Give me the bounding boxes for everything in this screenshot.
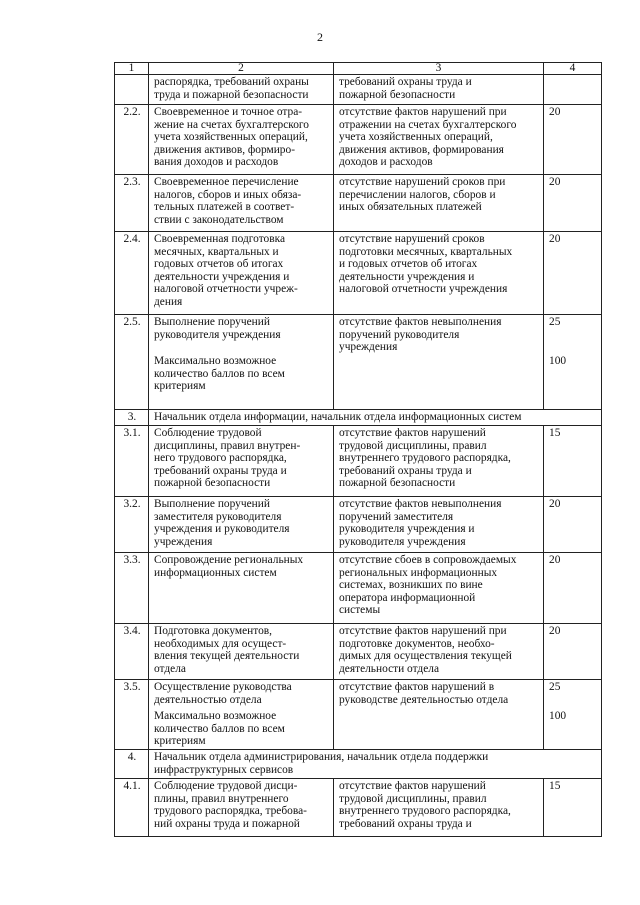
criterion-line: учета хозяйственных операций, — [154, 131, 308, 144]
item-number-text: 3.1. — [123, 427, 141, 439]
criterion-line: дисциплины, правил внутрен- — [154, 439, 301, 452]
section-title-line: Начальник отдела администрирования, начальник отдела поддержки — [154, 750, 489, 763]
criterion-cell — [149, 624, 334, 680]
indicator-line: трудовой дисциплины, правил — [339, 792, 487, 805]
item-number — [115, 553, 149, 624]
criterion-line: необходимых для осущест- — [154, 637, 287, 650]
points-value: 15 — [549, 779, 561, 792]
indicator-line: региональных информационных — [339, 566, 498, 579]
indicator-line: учета хозяйственных операций, — [339, 131, 493, 144]
indicator-cell — [334, 553, 544, 624]
header-cell: 3 — [334, 63, 544, 75]
points-cell — [544, 105, 602, 175]
section-row — [115, 749, 602, 778]
criterion-line: движения активов, формиро- — [154, 143, 295, 156]
criterion-line: учреждения — [154, 535, 213, 548]
table-body — [115, 63, 602, 837]
criterion-line: тельных платежей в соответ- — [154, 201, 295, 214]
points-cell — [544, 232, 602, 315]
total-label-line: количество баллов по всем — [154, 367, 285, 380]
total-label-line: Максимально возможное — [154, 710, 277, 723]
criterion-line: Выполнение поручений — [154, 498, 270, 510]
spacer — [154, 341, 329, 355]
item-number — [115, 315, 149, 410]
indicator-line: требований охраны труда и — [339, 76, 472, 88]
criterion-cell — [149, 680, 334, 750]
indicator-line: деятельности учреждения и — [339, 270, 475, 283]
indicator-line: внутреннего трудового распорядка, — [339, 452, 511, 465]
indicator-line: руководстве деятельностью отдела — [339, 693, 509, 706]
criterion-line: ствии с законодательством — [154, 213, 284, 226]
indicator-line: отражении на счетах бухгалтерского — [339, 118, 517, 131]
indicator-line: отсутствие нарушений сроков при — [339, 176, 506, 188]
indicator-line: налоговой отчетности учреждения — [339, 283, 508, 296]
criterion-line: распорядка, требований охраны — [154, 76, 309, 88]
points-value: 25 — [549, 681, 561, 693]
indicator-line: отсутствие фактов невыполнения — [339, 498, 502, 510]
criterion-cell — [149, 553, 334, 624]
points-cell — [544, 778, 602, 836]
table-row — [115, 497, 602, 553]
points-cell — [544, 315, 602, 410]
indicator-line: перечислении налогов, сборов и — [339, 188, 496, 201]
points-cell — [544, 175, 602, 232]
points-value: 15 — [549, 427, 561, 439]
spacer — [549, 329, 597, 342]
criterion-cell — [149, 497, 334, 553]
criterion-cell — [149, 175, 334, 232]
indicator-line: отсутствие фактов нарушений при — [339, 625, 507, 637]
section-number-text: 3. — [127, 411, 137, 423]
criterion-cell — [149, 75, 334, 105]
criterion-line: налоговой отчетности учреж- — [154, 283, 298, 296]
criterion-line: Соблюдение трудовой дисци- — [154, 779, 298, 792]
indicator-line: внутреннего трудового распорядка, — [339, 805, 511, 818]
section-title — [149, 410, 602, 426]
indicator-cell — [334, 75, 544, 105]
criterion-line: Своевременное перечисление — [154, 176, 299, 188]
points-cell — [544, 426, 602, 497]
indicator-line: руководителя учреждения — [339, 535, 466, 548]
criterion-line: него трудового распорядка, — [154, 452, 287, 465]
item-number — [115, 497, 149, 553]
criterion-line: руководителя учреждения — [154, 328, 281, 341]
points-value: 20 — [549, 625, 561, 637]
indicator-line: отсутствие фактов нарушений — [339, 427, 486, 439]
indicator-cell — [334, 680, 544, 750]
indicator-line: пожарной безопасности — [339, 477, 456, 490]
indicator-line: димых для осуществления текущей — [339, 650, 512, 663]
indicator-line: подготовки месячных, квартальных — [339, 245, 513, 258]
criterion-line: Своевременное и точное отра- — [154, 106, 303, 118]
indicator-line: системы — [339, 604, 381, 617]
criterion-cell — [149, 105, 334, 175]
indicator-line: оператора информационной — [339, 591, 476, 604]
criterion-line: годовых отчетов об итогах — [154, 258, 284, 271]
table-row — [115, 680, 602, 750]
section-title-line: Начальник отдела информации, начальник отдела информационных систем — [154, 411, 522, 423]
header-cell: 4 — [544, 63, 602, 75]
indicator-line: системах, возникших по вине — [339, 579, 483, 592]
header-row — [115, 63, 602, 75]
table-row — [115, 75, 602, 105]
criterion-line: учреждения и руководителя — [154, 523, 290, 536]
indicator-cell — [334, 497, 544, 553]
criterion-line: плины, правил внутреннего — [154, 792, 289, 805]
spacer — [549, 694, 597, 707]
header-cell: 2 — [149, 63, 334, 75]
total-label-line: критериям — [154, 380, 206, 393]
indicator-cell — [334, 426, 544, 497]
item-number-text: 4.1. — [123, 779, 141, 792]
page-number: 2 — [317, 30, 323, 44]
indicator-line: учреждения — [339, 341, 398, 354]
indicator-line: и годовых отчетов об итогах — [339, 258, 478, 271]
indicator-line: иных обязательных платежей — [339, 201, 482, 214]
points-value: 20 — [549, 106, 561, 118]
indicator-line: руководителя учреждения и — [339, 523, 475, 536]
points-cell — [544, 624, 602, 680]
criterion-line: пожарной безопасности — [154, 477, 271, 490]
indicator-cell — [334, 315, 544, 410]
criterion-line: Соблюдение трудовой — [154, 427, 262, 439]
criterion-line: заместителя руководителя — [154, 510, 282, 523]
section-title-line: инфраструктурных сервисов — [154, 763, 294, 776]
indicator-cell — [334, 624, 544, 680]
item-number — [115, 75, 149, 105]
indicator-line: отсутствие фактов нарушений при — [339, 106, 507, 118]
indicator-line: поручений заместителя — [339, 510, 454, 523]
indicator-line: отсутствие фактов нарушений — [339, 779, 486, 792]
criterion-line: Осуществление руководства — [154, 681, 292, 693]
points-value: 20 — [549, 554, 561, 566]
points-value: 20 — [549, 498, 561, 510]
indicator-line: движения активов, формирования — [339, 143, 504, 156]
criteria-table — [114, 62, 602, 837]
item-number — [115, 680, 149, 750]
indicator-line: поручений руководителя — [339, 328, 460, 341]
table-row — [115, 315, 602, 410]
header-cell: 1 — [115, 63, 149, 75]
indicator-cell — [334, 778, 544, 836]
indicator-line: отсутствие нарушений сроков — [339, 233, 485, 245]
table-row — [115, 105, 602, 175]
points-value: 20 — [549, 176, 561, 188]
indicator-cell — [334, 232, 544, 315]
criterion-line: Сопровождение региональных — [154, 554, 304, 566]
total-points-value: 100 — [549, 355, 567, 368]
item-number-text: 2.4. — [123, 233, 141, 245]
item-number — [115, 105, 149, 175]
points-cell — [544, 497, 602, 553]
criterion-line: Выполнение поручений — [154, 316, 270, 328]
points-cell — [544, 75, 602, 105]
table-row — [115, 426, 602, 497]
indicator-line: трудовой дисциплины, правил — [339, 439, 487, 452]
total-points-value: 100 — [549, 710, 567, 723]
criterion-line: труда и пожарной безопасности — [154, 88, 309, 101]
item-number — [115, 778, 149, 836]
criterion-line: трудового распорядка, требова- — [154, 805, 307, 818]
item-number — [115, 624, 149, 680]
criterion-cell — [149, 778, 334, 836]
indicator-line: отсутствие фактов невыполнения — [339, 316, 502, 328]
section-number — [115, 749, 149, 778]
criterion-line: вления текущей деятельности — [154, 650, 300, 663]
item-number-text: 3.5. — [123, 681, 141, 693]
table-row — [115, 232, 602, 315]
criterion-line: вания доходов и расходов — [154, 156, 279, 169]
table-row — [115, 778, 602, 836]
criterion-line: налогов, сборов и иных обяза- — [154, 188, 302, 201]
indicator-cell — [334, 105, 544, 175]
item-number-text: 2.2. — [123, 106, 141, 118]
indicator-line: требований охраны труда и — [339, 817, 472, 830]
table-row — [115, 624, 602, 680]
points-cell — [544, 680, 602, 750]
criterion-line: деятельности учреждения и — [154, 270, 290, 283]
criterion-line: Подготовка документов, — [154, 625, 273, 637]
table-row — [115, 553, 602, 624]
indicator-line: отсутствие фактов нарушений в — [339, 681, 495, 693]
spacer — [549, 341, 597, 355]
criterion-line: информационных систем — [154, 566, 277, 579]
indicator-line: деятельности отдела — [339, 662, 440, 675]
criterion-line: требований охраны труда и — [154, 464, 287, 477]
total-label-line: критериям — [154, 735, 206, 748]
indicator-line: отсутствие сбоев в сопровождаемых — [339, 554, 517, 566]
item-number — [115, 175, 149, 232]
table-row — [115, 175, 602, 232]
item-number — [115, 232, 149, 315]
criterion-line: деятельностью отдела — [154, 693, 262, 706]
points-cell — [544, 553, 602, 624]
criterion-line: ний охраны труда и пожарной — [154, 817, 300, 830]
item-number-text: 2.5. — [123, 316, 141, 328]
item-number-text: 3.4. — [123, 625, 141, 637]
points-value: 25 — [549, 316, 561, 328]
section-title — [149, 749, 602, 778]
item-number-text: 3.2. — [123, 498, 141, 510]
indicator-line: подготовке документов, необхо- — [339, 637, 495, 650]
total-label-line: количество баллов по всем — [154, 722, 285, 735]
item-number-text: 3.3. — [123, 554, 141, 566]
criterion-line: дения — [154, 295, 183, 308]
section-number — [115, 410, 149, 426]
indicator-line: доходов и расходов — [339, 156, 433, 169]
criterion-cell — [149, 232, 334, 315]
item-number — [115, 426, 149, 497]
criterion-line: отдела — [154, 662, 186, 675]
points-value: 20 — [549, 233, 561, 245]
criterion-line: Своевременная подготовка — [154, 233, 286, 245]
section-number-text: 4. — [127, 750, 137, 763]
criterion-line: месячных, квартальных и — [154, 245, 279, 258]
total-label-line: Максимально возможное — [154, 355, 277, 368]
section-row — [115, 410, 602, 426]
indicator-line: пожарной безопасности — [339, 88, 456, 101]
criterion-line: жение на счетах бухгалтерского — [154, 118, 309, 131]
criterion-cell — [149, 315, 334, 410]
criterion-cell — [149, 426, 334, 497]
item-number-text: 2.3. — [123, 176, 141, 188]
indicator-line: требований охраны труда и — [339, 464, 472, 477]
indicator-cell — [334, 175, 544, 232]
